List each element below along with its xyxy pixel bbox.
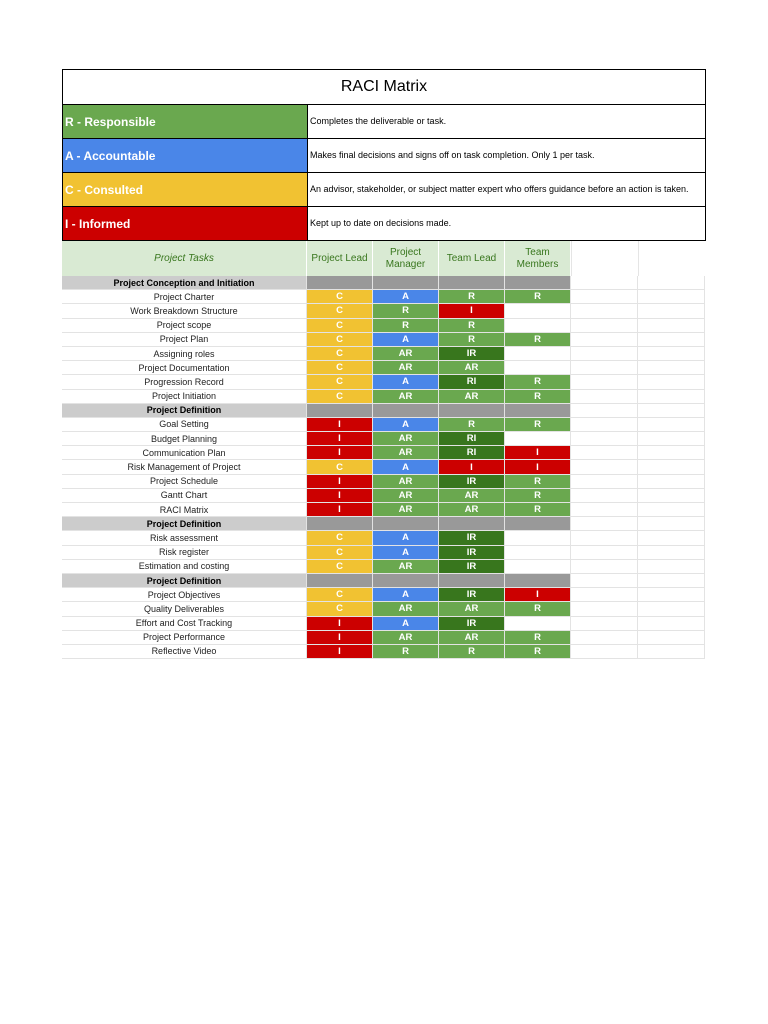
task-name: Quality Deliverables (62, 602, 307, 616)
table-row (62, 347, 706, 361)
raci-cell: AR (373, 446, 439, 460)
task-name: Reflective Video (62, 645, 307, 659)
raci-cell: I (307, 617, 373, 631)
table-row (62, 503, 706, 517)
raci-cell: IR (439, 475, 505, 489)
raci-cell: AR (373, 390, 439, 404)
header-blank (638, 241, 705, 276)
raci-cell: R (373, 319, 439, 333)
raci-cell: IR (439, 546, 505, 560)
raci-cell: I (307, 645, 373, 659)
table-row (62, 546, 706, 560)
raci-cell: R (439, 418, 505, 432)
legend-label: R - Responsible (63, 105, 308, 138)
table-row (62, 588, 706, 602)
blank-cell (571, 333, 638, 347)
raci-cell: AR (439, 602, 505, 616)
legend-row (62, 207, 706, 241)
raci-cell: AR (373, 560, 439, 574)
raci-cell: I (307, 503, 373, 517)
header-team-members: Team Members (505, 241, 571, 276)
blank-cell (571, 460, 638, 474)
legend-row (62, 139, 706, 173)
section-title: Project Definition (62, 404, 307, 418)
blank-cell (638, 617, 705, 631)
raci-cell: A (373, 546, 439, 560)
raci-cell: AR (439, 489, 505, 503)
table-row (62, 475, 706, 489)
blank-cell (638, 347, 705, 361)
header-team-lead: Team Lead (439, 241, 505, 276)
section-title: Project Definition (62, 574, 307, 588)
raci-cell: R (505, 290, 571, 304)
task-name: Gantt Chart (62, 489, 307, 503)
header-project-manager: Project Manager (373, 241, 439, 276)
blank-cell (571, 361, 638, 375)
raci-cell: C (307, 588, 373, 602)
raci-cell: AR (439, 631, 505, 645)
raci-cell: I (439, 460, 505, 474)
legend-label: I - Informed (63, 207, 308, 240)
raci-cell: AR (373, 347, 439, 361)
raci-cell (307, 276, 373, 290)
raci-cell: I (307, 418, 373, 432)
legend (62, 105, 706, 241)
raci-cell: R (505, 645, 571, 659)
blank-cell (571, 531, 638, 545)
task-name: RACI Matrix (62, 503, 307, 517)
raci-cell: AR (373, 475, 439, 489)
raci-cell (505, 347, 571, 361)
blank-cell (638, 517, 705, 531)
task-name: Budget Planning (62, 432, 307, 446)
blank-cell (571, 517, 638, 531)
raci-cell: R (439, 319, 505, 333)
raci-cell (505, 304, 571, 318)
task-name: Project Plan (62, 333, 307, 347)
blank-cell (638, 574, 705, 588)
raci-cell (505, 546, 571, 560)
raci-cell: R (505, 333, 571, 347)
raci-cell: A (373, 531, 439, 545)
raci-cell: A (373, 333, 439, 347)
header-blank (571, 241, 638, 276)
raci-cell (373, 574, 439, 588)
table-row (62, 531, 706, 545)
table-row (62, 645, 706, 659)
raci-cell: I (505, 588, 571, 602)
task-name: Project Initiation (62, 390, 307, 404)
blank-cell (571, 432, 638, 446)
blank-cell (638, 304, 705, 318)
raci-cell: A (373, 375, 439, 389)
legend-label: C - Consulted (63, 173, 308, 206)
raci-cell: IR (439, 531, 505, 545)
blank-cell (571, 503, 638, 517)
raci-cell: R (505, 375, 571, 389)
raci-cell: R (439, 290, 505, 304)
task-name: Communication Plan (62, 446, 307, 460)
legend-description: Makes final decisions and signs off on task completion. Only 1 per task. (308, 139, 705, 172)
table-row (62, 602, 706, 616)
raci-cell: IR (439, 560, 505, 574)
raci-cell: C (307, 546, 373, 560)
raci-cell (373, 404, 439, 418)
raci-cell: C (307, 531, 373, 545)
raci-cell: I (307, 475, 373, 489)
raci-cell: C (307, 347, 373, 361)
raci-cell: RI (439, 446, 505, 460)
header-project-lead: Project Lead (307, 241, 373, 276)
raci-cell: AR (373, 602, 439, 616)
table-row (62, 631, 706, 645)
table-row (62, 460, 706, 474)
raci-cell (307, 574, 373, 588)
raci-cell (505, 276, 571, 290)
blank-cell (638, 546, 705, 560)
blank-cell (638, 560, 705, 574)
raci-cell: C (307, 333, 373, 347)
raci-cell: C (307, 375, 373, 389)
raci-cell: R (439, 333, 505, 347)
task-name: Estimation and costing (62, 560, 307, 574)
blank-cell (638, 290, 705, 304)
blank-cell (571, 574, 638, 588)
task-name: Project Performance (62, 631, 307, 645)
raci-cell: RI (439, 375, 505, 389)
blank-cell (638, 460, 705, 474)
raci-cell: R (505, 602, 571, 616)
task-name: Work Breakdown Structure (62, 304, 307, 318)
raci-cell: I (307, 432, 373, 446)
blank-cell (571, 645, 638, 659)
blank-cell (638, 390, 705, 404)
task-name: Project scope (62, 319, 307, 333)
blank-cell (638, 503, 705, 517)
raci-cell: R (505, 503, 571, 517)
raci-cell: R (505, 390, 571, 404)
raci-cell: IR (439, 617, 505, 631)
raci-cell (505, 432, 571, 446)
section-row (62, 574, 706, 588)
raci-cell (307, 517, 373, 531)
blank-cell (638, 375, 705, 389)
legend-description: Kept up to date on decisions made. (308, 207, 705, 240)
blank-cell (638, 602, 705, 616)
table-row (62, 319, 706, 333)
task-name: Risk register (62, 546, 307, 560)
table-row (62, 361, 706, 375)
table-body (62, 276, 706, 659)
task-name: Assigning roles (62, 347, 307, 361)
raci-cell: RI (439, 432, 505, 446)
table-row (62, 432, 706, 446)
raci-cell: R (439, 645, 505, 659)
raci-cell: AR (373, 432, 439, 446)
table-row (62, 375, 706, 389)
table-row (62, 304, 706, 318)
table-row (62, 617, 706, 631)
raci-cell (505, 574, 571, 588)
raci-cell: I (307, 446, 373, 460)
task-name: Goal Setting (62, 418, 307, 432)
raci-cell (505, 560, 571, 574)
blank-cell (571, 390, 638, 404)
raci-cell: R (505, 475, 571, 489)
raci-cell: IR (439, 588, 505, 602)
raci-cell (505, 361, 571, 375)
raci-cell (373, 517, 439, 531)
raci-cell (505, 531, 571, 545)
section-title: Project Conception and Initiation (62, 276, 307, 290)
raci-cell: IR (439, 347, 505, 361)
blank-cell (571, 290, 638, 304)
legend-description: Completes the deliverable or task. (308, 105, 705, 138)
blank-cell (638, 645, 705, 659)
blank-cell (638, 276, 705, 290)
raci-cell: I (505, 446, 571, 460)
raci-cell: I (307, 489, 373, 503)
raci-cell (373, 276, 439, 290)
blank-cell (571, 546, 638, 560)
task-name: Project Charter (62, 290, 307, 304)
section-title: Project Definition (62, 517, 307, 531)
legend-row (62, 105, 706, 139)
blank-cell (571, 319, 638, 333)
raci-cell: AR (373, 503, 439, 517)
raci-cell: C (307, 361, 373, 375)
legend-description: An advisor, stakeholder, or subject matter expert who offers guidance before an action is taken. (308, 173, 705, 206)
table-header (62, 241, 706, 276)
raci-cell (505, 517, 571, 531)
raci-cell: A (373, 588, 439, 602)
blank-cell (638, 489, 705, 503)
task-name: Project Schedule (62, 475, 307, 489)
raci-cell (505, 404, 571, 418)
blank-cell (638, 475, 705, 489)
blank-cell (571, 631, 638, 645)
blank-cell (638, 333, 705, 347)
blank-cell (571, 560, 638, 574)
task-name: Risk Management of Project (62, 460, 307, 474)
blank-cell (638, 319, 705, 333)
blank-cell (571, 475, 638, 489)
raci-cell: I (307, 631, 373, 645)
table-row (62, 333, 706, 347)
raci-cell: A (373, 460, 439, 474)
raci-cell: C (307, 602, 373, 616)
raci-cell: I (439, 304, 505, 318)
task-name: Risk assessment (62, 531, 307, 545)
raci-cell: A (373, 617, 439, 631)
raci-cell: C (307, 390, 373, 404)
blank-cell (638, 361, 705, 375)
raci-cell (439, 276, 505, 290)
raci-table (62, 241, 706, 659)
task-name: Progression Record (62, 375, 307, 389)
blank-cell (571, 347, 638, 361)
raci-cell (307, 404, 373, 418)
raci-cell: AR (439, 361, 505, 375)
table-row (62, 560, 706, 574)
raci-cell (505, 319, 571, 333)
raci-cell: AR (373, 631, 439, 645)
blank-cell (571, 489, 638, 503)
raci-cell: R (505, 489, 571, 503)
raci-cell: R (373, 645, 439, 659)
raci-cell (439, 517, 505, 531)
blank-cell (571, 304, 638, 318)
task-name: Project Documentation (62, 361, 307, 375)
raci-cell: AR (373, 489, 439, 503)
blank-cell (638, 531, 705, 545)
legend-row (62, 173, 706, 207)
raci-sheet (62, 69, 706, 659)
raci-cell: AR (439, 390, 505, 404)
table-row (62, 290, 706, 304)
raci-cell: C (307, 304, 373, 318)
raci-cell (439, 574, 505, 588)
legend-label: A - Accountable (63, 139, 308, 172)
table-row (62, 390, 706, 404)
raci-cell: A (373, 290, 439, 304)
table-row (62, 489, 706, 503)
raci-cell: R (373, 304, 439, 318)
blank-cell (571, 276, 638, 290)
blank-cell (638, 418, 705, 432)
blank-cell (571, 588, 638, 602)
raci-cell: C (307, 319, 373, 333)
blank-cell (571, 375, 638, 389)
blank-cell (638, 404, 705, 418)
blank-cell (571, 404, 638, 418)
raci-cell: I (505, 460, 571, 474)
blank-cell (571, 418, 638, 432)
raci-cell: AR (439, 503, 505, 517)
table-row (62, 446, 706, 460)
blank-cell (571, 446, 638, 460)
blank-cell (571, 602, 638, 616)
raci-cell: R (505, 418, 571, 432)
task-name: Project Objectives (62, 588, 307, 602)
task-name: Effort and Cost Tracking (62, 617, 307, 631)
blank-cell (638, 588, 705, 602)
header-project-tasks: Project Tasks (62, 241, 307, 276)
blank-cell (638, 432, 705, 446)
section-row (62, 517, 706, 531)
section-row (62, 276, 706, 290)
raci-cell: C (307, 560, 373, 574)
raci-cell: C (307, 460, 373, 474)
raci-cell: AR (373, 361, 439, 375)
table-row (62, 418, 706, 432)
raci-cell: R (505, 631, 571, 645)
raci-cell: A (373, 418, 439, 432)
blank-cell (638, 631, 705, 645)
raci-cell: C (307, 290, 373, 304)
page-title: RACI Matrix (62, 69, 706, 105)
raci-cell (439, 404, 505, 418)
blank-cell (571, 617, 638, 631)
blank-cell (638, 446, 705, 460)
section-row (62, 404, 706, 418)
raci-cell (505, 617, 571, 631)
